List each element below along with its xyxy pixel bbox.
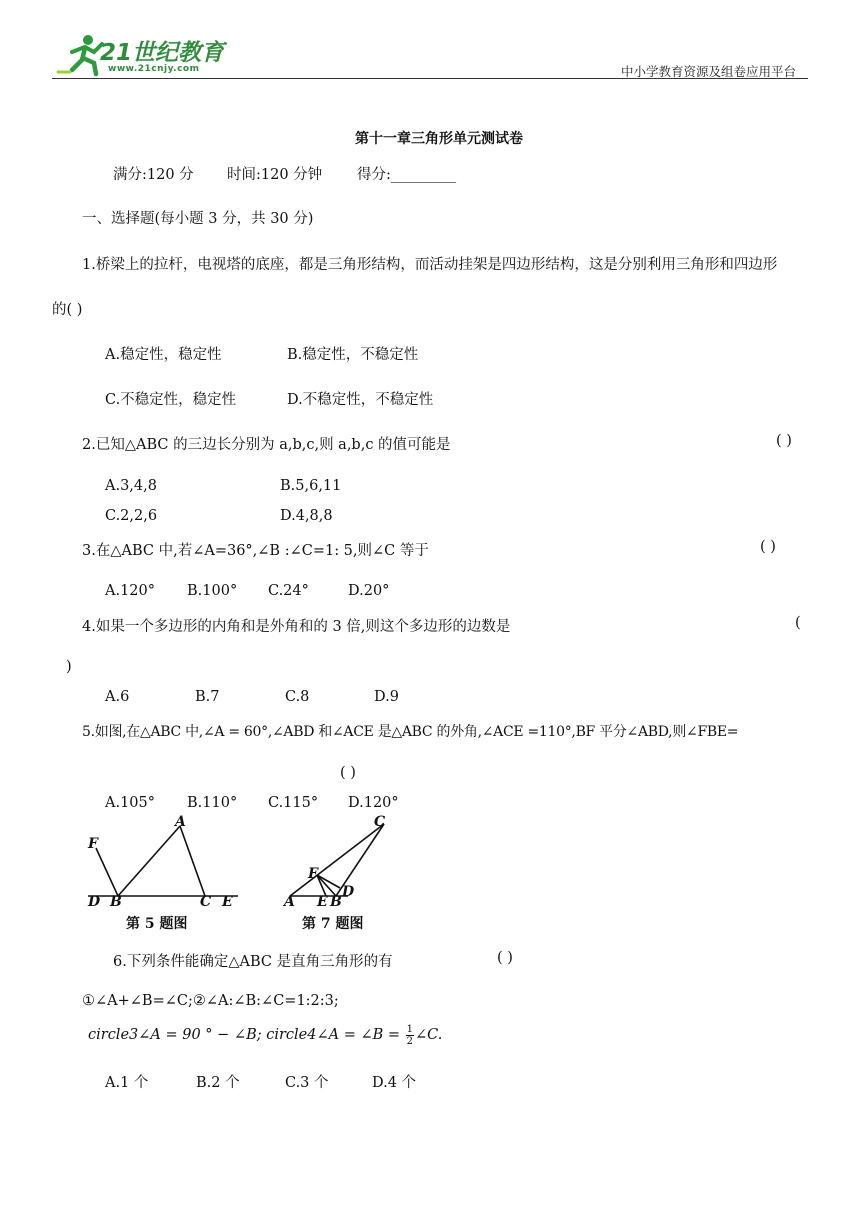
- q5-option-b: B.110°: [187, 795, 238, 811]
- fig5-label-d: D: [88, 894, 101, 910]
- q4-stem: 4.如果一个多边形的内角和是外角和的 3 倍,则这个多边形的边数是: [82, 619, 511, 635]
- q6-option-b: B.2 个: [196, 1075, 240, 1091]
- q3-option-d: D.20°: [348, 583, 390, 599]
- q6-option-d: D.4 个: [372, 1075, 417, 1091]
- fig5-caption: 第 5 题图: [126, 916, 188, 932]
- q1-stem-cont: 的( ): [52, 302, 83, 318]
- score-blank: 得分:_________: [357, 167, 457, 183]
- q5-stem: 5.如图,在△ABC 中,∠A = 60°,∠ABD 和∠ACE 是△ABC 的外角,∠ACE =110°,BF 平分∠ABD,则∠FBE=: [82, 724, 739, 740]
- q6-cond2-end: ∠C.: [415, 1027, 443, 1043]
- q2-option-c: C.2,2,6: [105, 508, 158, 524]
- figure-5: [86, 814, 246, 932]
- q2-paren: ( ): [776, 433, 792, 449]
- fig7-label-e: E: [317, 894, 328, 910]
- logo: [52, 30, 232, 78]
- q6-option-a: A.1 个: [105, 1075, 149, 1091]
- fig7-label-d: D: [342, 884, 355, 900]
- q3-stem: 3.在△ABC 中,若∠A=36°,∠B :∠C=1: 5,则∠C 等于: [82, 543, 429, 559]
- q1-option-a: A.稳定性，稳定性: [105, 347, 222, 363]
- q3-option-b: B.100°: [187, 583, 238, 599]
- fig7-label-f: F: [308, 866, 318, 882]
- q1-option-d: D.不稳定性，不稳定性: [287, 392, 434, 408]
- q2-option-a: A.3,4,8: [105, 478, 157, 494]
- fig7-label-b: B: [330, 894, 342, 910]
- q3-option-c: C.24°: [268, 583, 309, 599]
- logo-text: 21世纪教育: [100, 40, 225, 66]
- section-heading: 一、选择题(每小题 3 分，共 30 分): [82, 211, 314, 227]
- fig5-label-f: F: [88, 836, 98, 852]
- q4-option-d: D.9: [374, 689, 399, 705]
- q3-option-a: A.120°: [105, 583, 156, 599]
- q6-cond2-text: circle3∠A = 90 ° − ∠B; circle4∠A = ∠B =: [88, 1027, 405, 1043]
- figure-7: [284, 814, 404, 932]
- q1-stem: 1.桥梁上的拉杆，电视塔的底座，都是三角形结构，而活动挂架是四边形结构，这是分别利用三角形和四边形: [82, 257, 778, 273]
- header-divider: [52, 78, 808, 79]
- q6-condition-1: ①∠A+∠B=∠C;②∠A:∠B:∠C=1:2:3;: [82, 993, 339, 1009]
- site-tagline: 中小学教育资源及组卷应用平台: [621, 64, 797, 79]
- q2-stem: 2.已知△ABC 的三边长分别为 a,b,c,则 a,b,c 的值可能是: [82, 437, 451, 453]
- q6-paren: ( ): [497, 950, 513, 966]
- exam-time: 时间:120 分钟: [227, 167, 323, 183]
- q5-option-a: A.105°: [105, 795, 156, 811]
- q1-option-c: C.不稳定性，稳定性: [105, 392, 237, 408]
- q5-option-d: D.120°: [348, 795, 399, 811]
- q4-option-a: A.6: [105, 689, 130, 705]
- q4-option-c: C.8: [285, 689, 310, 705]
- q5-paren: ( ): [340, 765, 356, 781]
- q4-option-b: B.7: [195, 689, 220, 705]
- q6-stem: 6.下列条件能确定△ABC 是直角三角形的有: [113, 954, 393, 970]
- q1-option-b: B.稳定性，不稳定性: [287, 347, 419, 363]
- page-title: 第十一章三角形单元测试卷: [355, 131, 523, 147]
- fig5-label-a: A: [175, 814, 186, 830]
- fraction-denominator: 2: [406, 1035, 414, 1047]
- fig5-label-c: C: [200, 894, 212, 910]
- q4-paren-open: (: [795, 615, 801, 631]
- full-score: 满分:120 分: [113, 167, 194, 183]
- fig5-label-e: E: [222, 894, 233, 910]
- q5-option-c: C.115°: [268, 795, 319, 811]
- fig5-label-b: B: [110, 894, 122, 910]
- q2-option-d: D.4,8,8: [280, 508, 333, 524]
- fig7-label-a: A: [284, 894, 295, 910]
- logo-url: www.21cnjy.com: [108, 64, 200, 74]
- q4-paren-close: ): [66, 659, 72, 675]
- fraction-numerator: 1: [406, 1023, 414, 1035]
- fig7-caption: 第 7 题图: [302, 916, 364, 932]
- q2-option-b: B.5,6,11: [280, 478, 342, 494]
- q6-option-c: C.3 个: [285, 1075, 329, 1091]
- q6-condition-2: [88, 1021, 442, 1049]
- q3-paren: ( ): [760, 539, 776, 555]
- q6-fraction: [406, 1024, 414, 1047]
- fig7-label-c: C: [374, 814, 386, 830]
